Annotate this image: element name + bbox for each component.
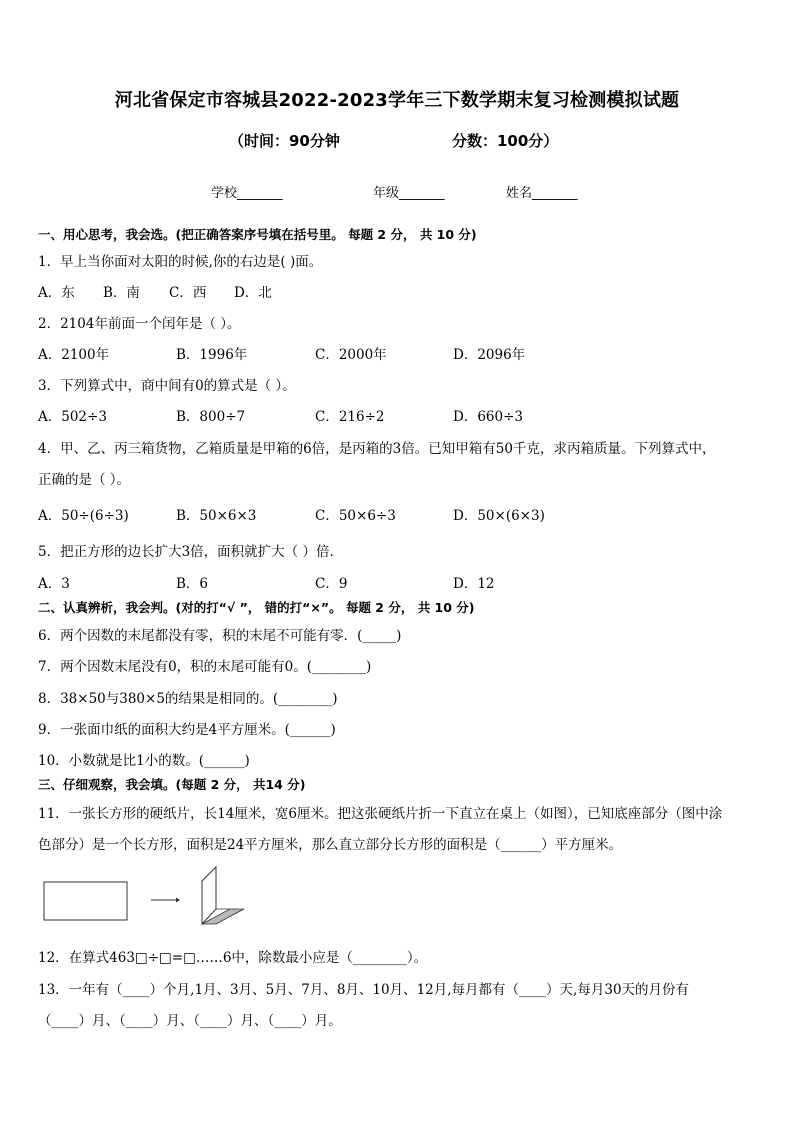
question-6: 6．两个因数的末尾都没有零，积的末尾不可能有零．(_____): [38, 628, 402, 644]
q2-option-a: A．2100年: [38, 347, 110, 363]
q3-option-d: D．660÷3: [453, 409, 523, 425]
question-1: 1．早上当你面对太阳的时候,你的右边是( )面。: [38, 254, 323, 270]
shaded-base-shape: [202, 909, 244, 924]
question-5: 5．把正方形的边长扩大3倍，面积就扩大（ ）倍．: [38, 544, 343, 560]
q2-option-c: C．2000年: [315, 347, 387, 363]
question-9: 9．一张面巾纸的面积大约是4平方厘米。(______): [38, 722, 336, 738]
arrow-icon: [151, 898, 180, 903]
grade-field: 年级_______: [373, 186, 445, 201]
exam-score: 分数：100分）: [452, 132, 559, 150]
page-title: 河北省保定市容城县2022-2023学年三下数学期末复习检测模拟试题: [114, 90, 680, 111]
q5-option-c: C．9: [315, 576, 348, 592]
q4-option-d: D．50×(6×3): [453, 508, 545, 524]
q5-option-d: D．12: [453, 576, 495, 592]
question-7: 7．两个因数末尾没有0，积的末尾可能有0。(________): [38, 659, 372, 675]
q1-option-d: D．北: [234, 285, 272, 301]
question-2: 2．2104年前面一个闰年是（ ）。: [38, 316, 241, 332]
question-3: 3．下列算式中，商中间有0的算式是（ ）。: [38, 378, 296, 394]
q3-option-c: C．216÷2: [315, 409, 385, 425]
name-field: 姓名_______: [506, 186, 578, 201]
question-10: 10．小数就是比1小的数。(______): [38, 753, 250, 769]
question-11-line-1: 11．一张长方形的硬纸片，长14厘米，宽6厘米。把这张硬纸片折一下直立在桌上（如图），已知底座部分（图中涂: [38, 806, 723, 822]
exam-time: （时间：90分钟: [229, 132, 340, 150]
q1-option-b: B．南: [103, 285, 140, 301]
question-13-line-2: （____）月、（____）月、（____）月、（____）月。: [38, 1013, 342, 1029]
q2-option-b: B．1996年: [176, 347, 248, 363]
q2-option-d: D．2096年: [453, 347, 526, 363]
q3-option-a: A．502÷3: [38, 409, 107, 425]
section-3-heading: 三、仔细观察，我会填。(每题 2 分， 共14 分): [38, 777, 306, 792]
section-2-heading: 二、认真辨析，我会判。(对的打“√ ”， 错的打“×”。 每题 2 分， 共 10 分): [38, 600, 475, 615]
q1-option-a: A．东: [38, 285, 75, 301]
standing-part-shape: [202, 867, 216, 924]
q11-figure: [40, 862, 250, 932]
question-11-line-2: 色部分）是一个长方形，面积是24平方厘米，那么直立部分长方形的面积是（______）平方厘米。: [38, 837, 623, 853]
question-4-line-2: 正确的是（ ）。: [38, 472, 131, 488]
q4-option-b: B．50×6×3: [176, 508, 257, 524]
section-1-heading: 一、用心思考，我会选。(把正确答案序号填在括号里。 每题 2 分， 共 10 分): [38, 227, 477, 242]
q4-option-a: A．50÷(6÷3): [38, 508, 129, 524]
question-13-line-1: 13．一年有（____）个月,1月、3月、5月、7月、8月、10月、12月,每月都有（____）天,每月30天的月份有: [38, 982, 690, 998]
q3-option-b: B．800÷7: [176, 409, 246, 425]
q4-option-c: C．50×6÷3: [315, 508, 396, 524]
school-field: 学校_______: [211, 186, 283, 201]
q5-option-b: B．6: [176, 576, 209, 592]
question-12: 12．在算式463□÷□=□……6中，除数最小应是（________）。: [38, 950, 428, 966]
question-4-line-1: 4．甲、乙、丙三箱货物，乙箱质量是甲箱的6倍，是丙箱的3倍。已知甲箱有50千克，求丙箱质量。下列算式中，: [38, 441, 716, 457]
flat-rectangle-shape: [44, 882, 127, 920]
q1-option-c: C．西: [169, 285, 207, 301]
folded-card-shape: [202, 867, 244, 924]
question-8: 8．38×50与380×5的结果是相同的。(________): [38, 691, 338, 707]
q5-option-a: A．3: [38, 576, 70, 592]
